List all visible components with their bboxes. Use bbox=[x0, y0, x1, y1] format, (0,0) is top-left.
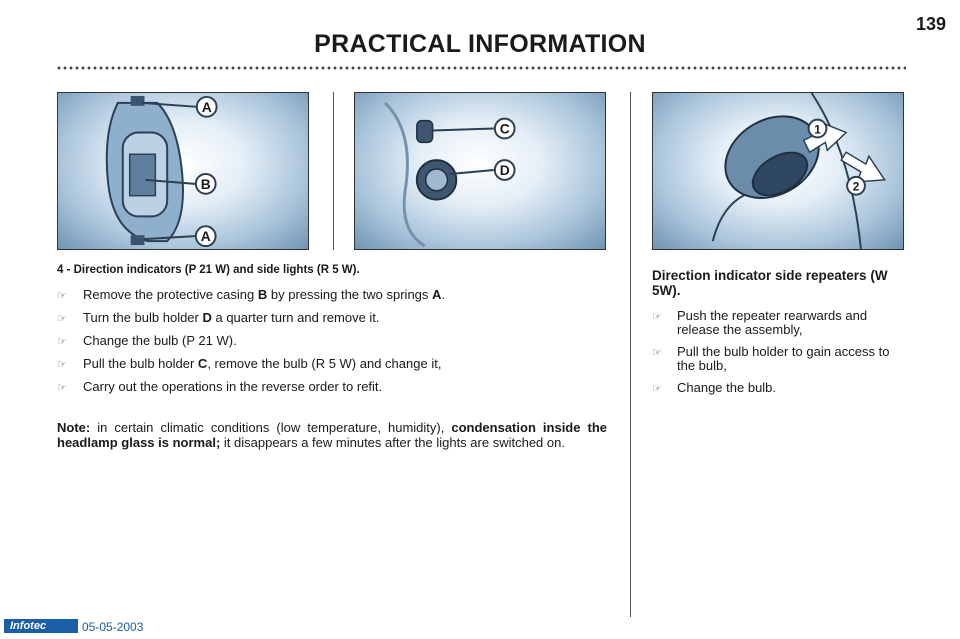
note-paragraph: Note: in certain climatic conditions (low temperature, humidity), condensation inside the headlamp glass is normal; it disappears a few minutes after the lights are switched on. bbox=[57, 420, 608, 450]
note-label: Note: bbox=[57, 420, 91, 435]
list-item: ☞ Remove the protective casing B by pressing the two springs A. bbox=[57, 287, 446, 302]
list-item: ☞ Change the bulb. bbox=[652, 380, 777, 395]
list-item: ☞ Carry out the operations in the reverse order to refit. bbox=[57, 379, 383, 394]
figure-headlamp-casing bbox=[57, 92, 309, 250]
label-2: 2 bbox=[852, 179, 860, 194]
bulb-holders-illustration bbox=[355, 93, 605, 249]
side-step-list bbox=[652, 309, 908, 404]
side-repeater-heading: Direction indicator side repeaters (W 5W). bbox=[652, 268, 888, 298]
pointing-hand-icon: ☞ bbox=[57, 359, 67, 371]
label-d: D bbox=[499, 161, 510, 178]
list-item: ☞ Pull the bulb holder C, remove the bulb (R 5 W) and change it, bbox=[57, 356, 442, 371]
pointing-hand-icon: ☞ bbox=[57, 290, 67, 302]
headlamp-casing-illustration bbox=[58, 93, 308, 249]
pointing-hand-icon: ☞ bbox=[57, 382, 67, 394]
list-item: ☞ Pull the bulb holder to gain access to the bulb, bbox=[652, 344, 890, 373]
pointing-hand-icon: ☞ bbox=[652, 311, 662, 323]
page-number: 139 bbox=[915, 14, 946, 34]
pointing-hand-icon: ☞ bbox=[57, 336, 67, 348]
footer-date: 05-05-2003 bbox=[82, 620, 144, 634]
step-list bbox=[57, 287, 617, 402]
side-repeater-illustration bbox=[653, 93, 903, 249]
list-item: ☞ Push the repeater rearwards and release the assembly, bbox=[652, 308, 868, 337]
label-1: 1 bbox=[814, 122, 821, 137]
pointing-hand-icon: ☞ bbox=[57, 313, 67, 325]
page-title: PRACTICAL INFORMATION bbox=[314, 30, 646, 58]
column-divider bbox=[333, 92, 334, 250]
label-b: B bbox=[200, 175, 211, 192]
section-heading: 4 - Direction indicators (P 21 W) and side lights (R 5 W). bbox=[57, 264, 360, 276]
title-rule bbox=[56, 66, 906, 70]
label-c: C bbox=[499, 120, 510, 137]
figure-bulb-holders bbox=[354, 92, 606, 250]
figure-side-repeater bbox=[652, 92, 904, 250]
label-a-bottom: A bbox=[200, 228, 211, 245]
list-item: ☞ Change the bulb (P 21 W). bbox=[57, 333, 237, 348]
list-item: ☞ Turn the bulb holder D a quarter turn and remove it. bbox=[57, 310, 380, 325]
label-a-top: A bbox=[201, 98, 212, 115]
infotec-badge: Infotec bbox=[4, 619, 78, 633]
pointing-hand-icon: ☞ bbox=[652, 383, 662, 395]
column-divider-right bbox=[630, 92, 631, 617]
pointing-hand-icon: ☞ bbox=[652, 347, 662, 359]
